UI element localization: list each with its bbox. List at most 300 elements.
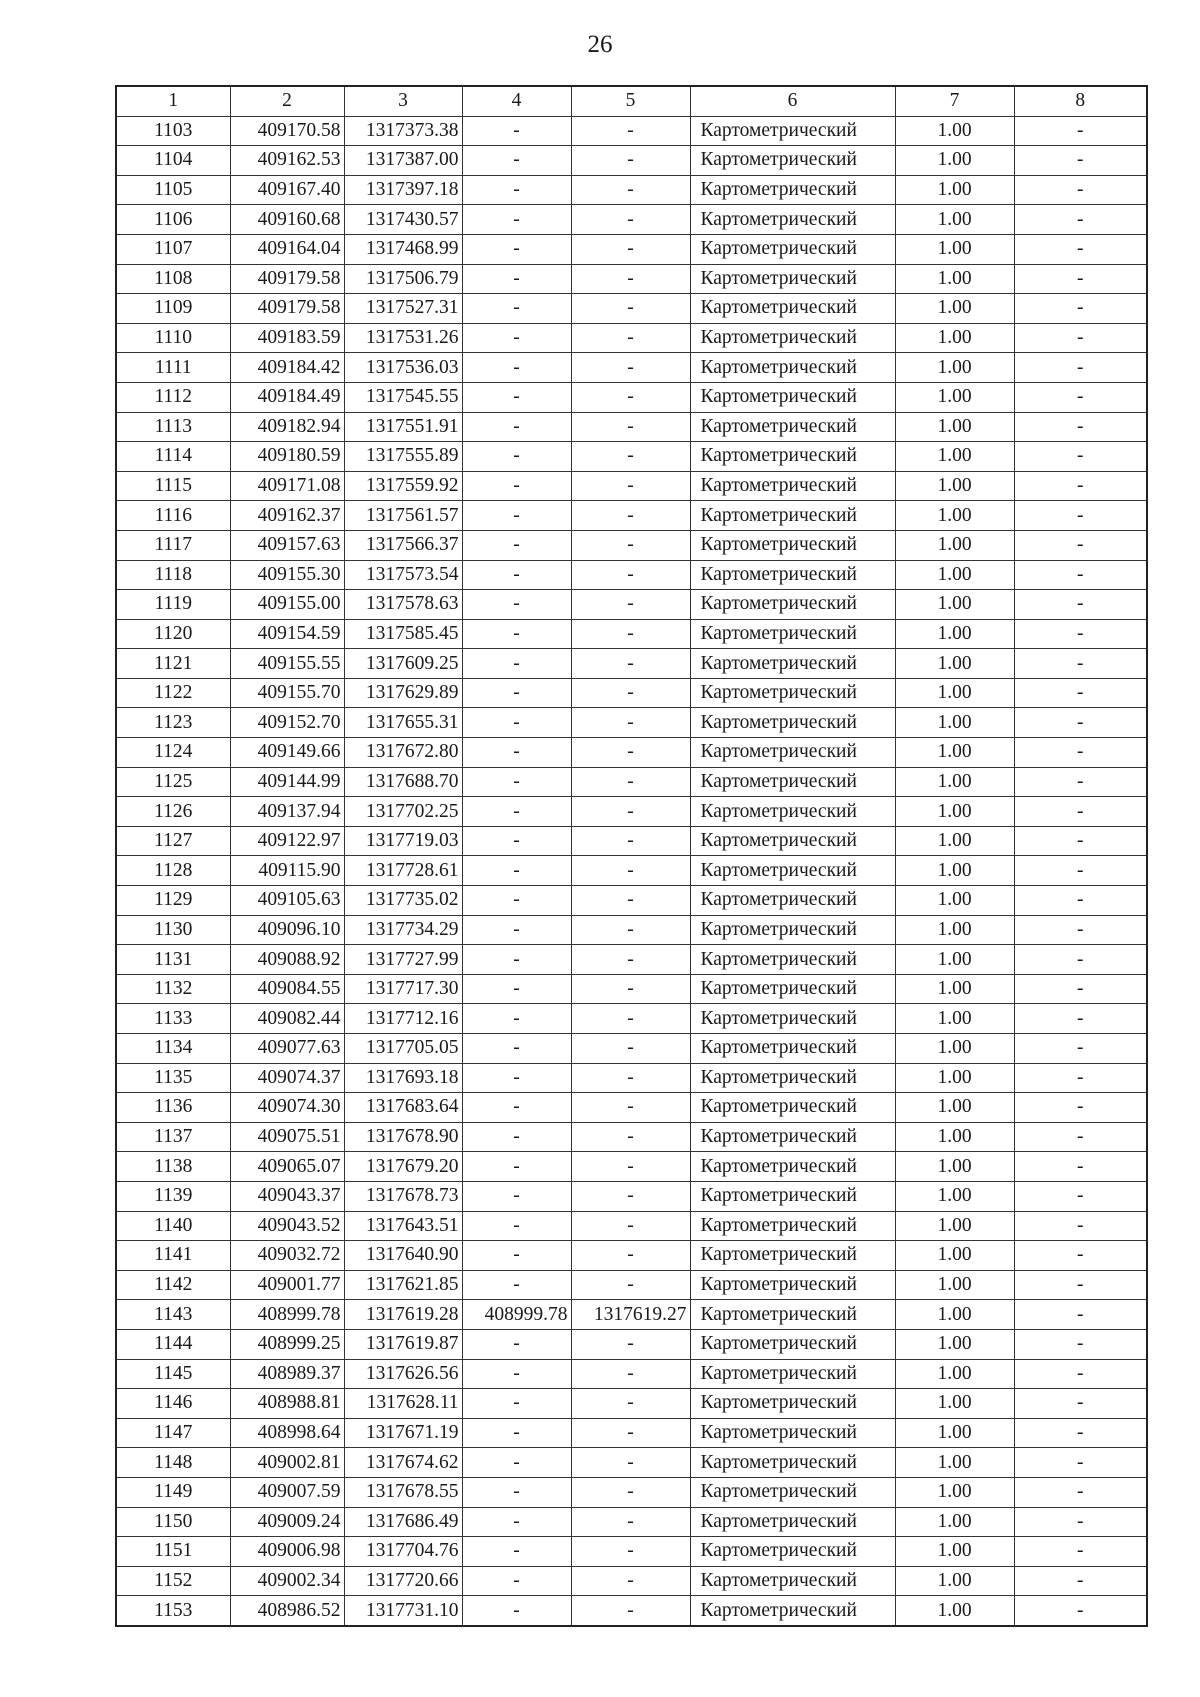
point-number-cell: 1152: [116, 1566, 230, 1596]
x-coordinate-cell: 409065.07: [230, 1152, 344, 1182]
y-coordinate-cell: 1317678.73: [344, 1181, 462, 1211]
y-coordinate-cell: 1317686.49: [344, 1507, 462, 1537]
x-old-cell: -: [462, 974, 571, 1004]
y-old-cell: -: [571, 797, 690, 827]
point-number-cell: 1129: [116, 886, 230, 916]
x-coordinate-cell: 409157.63: [230, 530, 344, 560]
y-coordinate-cell: 1317734.29: [344, 915, 462, 945]
point-number-cell: 1148: [116, 1448, 230, 1478]
x-coordinate-cell: 409002.81: [230, 1448, 344, 1478]
y-coordinate-cell: 1317619.87: [344, 1329, 462, 1359]
description-cell: -: [1014, 1004, 1147, 1034]
point-number-cell: 1108: [116, 264, 230, 294]
x-old-cell: -: [462, 1034, 571, 1064]
table-row: [116, 1063, 1147, 1093]
table-row: [116, 382, 1147, 412]
y-old-cell: -: [571, 1359, 690, 1389]
method-cell: Картометрический: [690, 1537, 895, 1567]
method-cell: Картометрический: [690, 1211, 895, 1241]
table-row: [116, 353, 1147, 383]
table-row: [116, 1389, 1147, 1419]
y-coordinate-cell: 1317545.55: [344, 382, 462, 412]
accuracy-cell: 1.00: [895, 738, 1014, 768]
y-old-cell: -: [571, 442, 690, 472]
y-coordinate-cell: 1317678.90: [344, 1122, 462, 1152]
accuracy-cell: 1.00: [895, 175, 1014, 205]
y-coordinate-cell: 1317566.37: [344, 530, 462, 560]
method-cell: Картометрический: [690, 1300, 895, 1330]
table-row: [116, 560, 1147, 590]
point-number-cell: 1137: [116, 1122, 230, 1152]
y-old-cell: -: [571, 1122, 690, 1152]
y-coordinate-cell: 1317629.89: [344, 678, 462, 708]
description-cell: -: [1014, 1300, 1147, 1330]
point-number-cell: 1103: [116, 116, 230, 146]
accuracy-cell: 1.00: [895, 767, 1014, 797]
point-number-cell: 1112: [116, 382, 230, 412]
accuracy-cell: 1.00: [895, 442, 1014, 472]
point-number-cell: 1146: [116, 1389, 230, 1419]
accuracy-cell: 1.00: [895, 797, 1014, 827]
x-coordinate-cell: 409155.00: [230, 590, 344, 620]
x-old-cell: -: [462, 1122, 571, 1152]
table-row: [116, 1004, 1147, 1034]
y-coordinate-cell: 1317640.90: [344, 1241, 462, 1271]
y-old-cell: -: [571, 1093, 690, 1123]
description-cell: -: [1014, 1566, 1147, 1596]
accuracy-cell: 1.00: [895, 915, 1014, 945]
accuracy-cell: 1.00: [895, 1241, 1014, 1271]
x-coordinate-cell: 409152.70: [230, 708, 344, 738]
description-cell: -: [1014, 708, 1147, 738]
x-old-cell: -: [462, 116, 571, 146]
y-coordinate-cell: 1317585.45: [344, 619, 462, 649]
accuracy-cell: 1.00: [895, 708, 1014, 738]
point-number-cell: 1134: [116, 1034, 230, 1064]
column-header: 4: [462, 86, 571, 116]
accuracy-cell: 1.00: [895, 826, 1014, 856]
accuracy-cell: 1.00: [895, 471, 1014, 501]
y-coordinate-cell: 1317468.99: [344, 234, 462, 264]
x-old-cell: -: [462, 1418, 571, 1448]
table-row: [116, 886, 1147, 916]
method-cell: Картометрический: [690, 530, 895, 560]
point-number-cell: 1140: [116, 1211, 230, 1241]
method-cell: Картометрический: [690, 856, 895, 886]
y-old-cell: -: [571, 678, 690, 708]
y-old-cell: -: [571, 1566, 690, 1596]
table-row: [116, 738, 1147, 768]
x-old-cell: -: [462, 560, 571, 590]
x-old-cell: -: [462, 886, 571, 916]
table-row: [116, 1270, 1147, 1300]
y-old-cell: -: [571, 1537, 690, 1567]
x-old-cell: -: [462, 1152, 571, 1182]
y-old-cell: -: [571, 234, 690, 264]
method-cell: Картометрический: [690, 323, 895, 353]
method-cell: Картометрический: [690, 1004, 895, 1034]
description-cell: -: [1014, 619, 1147, 649]
method-cell: Картометрический: [690, 175, 895, 205]
table-row: [116, 1152, 1147, 1182]
x-coordinate-cell: 408998.64: [230, 1418, 344, 1448]
y-old-cell: -: [571, 1329, 690, 1359]
description-cell: -: [1014, 1152, 1147, 1182]
description-cell: -: [1014, 767, 1147, 797]
method-cell: Картометрический: [690, 1448, 895, 1478]
column-header: 2: [230, 86, 344, 116]
y-old-cell: -: [571, 886, 690, 916]
accuracy-cell: 1.00: [895, 1270, 1014, 1300]
accuracy-cell: 1.00: [895, 1418, 1014, 1448]
x-coordinate-cell: 409170.58: [230, 116, 344, 146]
description-cell: -: [1014, 974, 1147, 1004]
accuracy-cell: 1.00: [895, 1477, 1014, 1507]
table-row: [116, 1596, 1147, 1626]
y-old-cell: -: [571, 412, 690, 442]
method-cell: Картометрический: [690, 1359, 895, 1389]
description-cell: -: [1014, 530, 1147, 560]
x-coordinate-cell: 409009.24: [230, 1507, 344, 1537]
y-coordinate-cell: 1317735.02: [344, 886, 462, 916]
y-old-cell: -: [571, 530, 690, 560]
accuracy-cell: 1.00: [895, 1300, 1014, 1330]
x-coordinate-cell: 409043.52: [230, 1211, 344, 1241]
description-cell: -: [1014, 856, 1147, 886]
x-old-cell: -: [462, 1270, 571, 1300]
point-number-cell: 1122: [116, 678, 230, 708]
description-cell: -: [1014, 826, 1147, 856]
description-cell: -: [1014, 1329, 1147, 1359]
table-row: [116, 146, 1147, 176]
x-old-cell: -: [462, 412, 571, 442]
table-row: [116, 856, 1147, 886]
table-row: [116, 915, 1147, 945]
y-old-cell: -: [571, 915, 690, 945]
description-cell: -: [1014, 886, 1147, 916]
accuracy-cell: 1.00: [895, 560, 1014, 590]
x-coordinate-cell: 409077.63: [230, 1034, 344, 1064]
method-cell: Картометрический: [690, 382, 895, 412]
y-old-cell: -: [571, 1034, 690, 1064]
point-number-cell: 1139: [116, 1181, 230, 1211]
accuracy-cell: 1.00: [895, 353, 1014, 383]
accuracy-cell: 1.00: [895, 1181, 1014, 1211]
x-coordinate-cell: 409105.63: [230, 886, 344, 916]
point-number-cell: 1125: [116, 767, 230, 797]
x-old-cell: -: [462, 708, 571, 738]
x-old-cell: -: [462, 915, 571, 945]
description-cell: -: [1014, 797, 1147, 827]
x-old-cell: -: [462, 1329, 571, 1359]
y-old-cell: -: [571, 974, 690, 1004]
y-old-cell: -: [571, 1270, 690, 1300]
method-cell: Картометрический: [690, 649, 895, 679]
y-old-cell: -: [571, 767, 690, 797]
x-old-cell: -: [462, 1359, 571, 1389]
table-row: [116, 826, 1147, 856]
y-old-cell: -: [571, 1477, 690, 1507]
description-cell: -: [1014, 501, 1147, 531]
description-cell: -: [1014, 116, 1147, 146]
description-cell: -: [1014, 412, 1147, 442]
x-coordinate-cell: 409032.72: [230, 1241, 344, 1271]
description-cell: -: [1014, 1063, 1147, 1093]
table-row: [116, 323, 1147, 353]
description-cell: -: [1014, 1122, 1147, 1152]
accuracy-cell: 1.00: [895, 1093, 1014, 1123]
table-row: [116, 1359, 1147, 1389]
y-old-cell: -: [571, 738, 690, 768]
y-coordinate-cell: 1317678.55: [344, 1477, 462, 1507]
y-coordinate-cell: 1317727.99: [344, 945, 462, 975]
y-old-cell: -: [571, 649, 690, 679]
point-number-cell: 1150: [116, 1507, 230, 1537]
table-row: [116, 1448, 1147, 1478]
point-number-cell: 1130: [116, 915, 230, 945]
x-coordinate-cell: 409162.37: [230, 501, 344, 531]
x-old-cell: -: [462, 1389, 571, 1419]
x-coordinate-cell: 409002.34: [230, 1566, 344, 1596]
accuracy-cell: 1.00: [895, 1507, 1014, 1537]
accuracy-cell: 1.00: [895, 1448, 1014, 1478]
method-cell: Картометрический: [690, 234, 895, 264]
y-old-cell: -: [571, 1596, 690, 1626]
y-old-cell: -: [571, 856, 690, 886]
description-cell: -: [1014, 1389, 1147, 1419]
point-number-cell: 1114: [116, 442, 230, 472]
y-old-cell: -: [571, 353, 690, 383]
x-old-cell: -: [462, 353, 571, 383]
y-coordinate-cell: 1317373.38: [344, 116, 462, 146]
point-number-cell: 1143: [116, 1300, 230, 1330]
point-number-cell: 1145: [116, 1359, 230, 1389]
y-old-cell: -: [571, 590, 690, 620]
x-coordinate-cell: 408999.78: [230, 1300, 344, 1330]
x-coordinate-cell: 409155.55: [230, 649, 344, 679]
point-number-cell: 1115: [116, 471, 230, 501]
point-number-cell: 1138: [116, 1152, 230, 1182]
description-cell: -: [1014, 560, 1147, 590]
y-old-cell: -: [571, 1152, 690, 1182]
description-cell: -: [1014, 146, 1147, 176]
method-cell: Картометрический: [690, 1566, 895, 1596]
y-coordinate-cell: 1317731.10: [344, 1596, 462, 1626]
x-old-cell: -: [462, 501, 571, 531]
accuracy-cell: 1.00: [895, 678, 1014, 708]
point-number-cell: 1132: [116, 974, 230, 1004]
y-coordinate-cell: 1317643.51: [344, 1211, 462, 1241]
x-coordinate-cell: 409171.08: [230, 471, 344, 501]
x-old-cell: -: [462, 264, 571, 294]
y-coordinate-cell: 1317717.30: [344, 974, 462, 1004]
y-coordinate-cell: 1317561.57: [344, 501, 462, 531]
description-cell: -: [1014, 205, 1147, 235]
x-old-cell: 408999.78: [462, 1300, 571, 1330]
point-number-cell: 1144: [116, 1329, 230, 1359]
y-coordinate-cell: 1317573.54: [344, 560, 462, 590]
header-row: [116, 86, 1147, 116]
x-coordinate-cell: 409160.68: [230, 205, 344, 235]
x-coordinate-cell: 409179.58: [230, 264, 344, 294]
accuracy-cell: 1.00: [895, 1359, 1014, 1389]
x-old-cell: -: [462, 205, 571, 235]
y-old-cell: -: [571, 471, 690, 501]
description-cell: -: [1014, 1448, 1147, 1478]
x-coordinate-cell: 409074.37: [230, 1063, 344, 1093]
description-cell: -: [1014, 234, 1147, 264]
table-row: [116, 116, 1147, 146]
method-cell: Картометрический: [690, 294, 895, 324]
method-cell: Картометрический: [690, 619, 895, 649]
method-cell: Картометрический: [690, 442, 895, 472]
point-number-cell: 1121: [116, 649, 230, 679]
x-old-cell: -: [462, 590, 571, 620]
table-row: [116, 1181, 1147, 1211]
x-old-cell: -: [462, 1004, 571, 1034]
x-coordinate-cell: 409084.55: [230, 974, 344, 1004]
x-old-cell: -: [462, 234, 571, 264]
method-cell: Картометрический: [690, 146, 895, 176]
accuracy-cell: 1.00: [895, 264, 1014, 294]
point-number-cell: 1107: [116, 234, 230, 264]
accuracy-cell: 1.00: [895, 205, 1014, 235]
x-coordinate-cell: 409179.58: [230, 294, 344, 324]
point-number-cell: 1110: [116, 323, 230, 353]
x-old-cell: -: [462, 1448, 571, 1478]
accuracy-cell: 1.00: [895, 382, 1014, 412]
y-coordinate-cell: 1317705.05: [344, 1034, 462, 1064]
y-old-cell: -: [571, 1004, 690, 1034]
method-cell: Картометрический: [690, 945, 895, 975]
point-number-cell: 1153: [116, 1596, 230, 1626]
point-number-cell: 1116: [116, 501, 230, 531]
y-old-cell: -: [571, 1181, 690, 1211]
description-cell: -: [1014, 294, 1147, 324]
point-number-cell: 1104: [116, 146, 230, 176]
accuracy-cell: 1.00: [895, 294, 1014, 324]
point-number-cell: 1142: [116, 1270, 230, 1300]
y-old-cell: -: [571, 146, 690, 176]
point-number-cell: 1123: [116, 708, 230, 738]
accuracy-cell: 1.00: [895, 501, 1014, 531]
method-cell: Картометрический: [690, 412, 895, 442]
x-coordinate-cell: 408989.37: [230, 1359, 344, 1389]
y-old-cell: -: [571, 501, 690, 531]
y-old-cell: -: [571, 1389, 690, 1419]
description-cell: -: [1014, 1596, 1147, 1626]
accuracy-cell: 1.00: [895, 234, 1014, 264]
accuracy-cell: 1.00: [895, 974, 1014, 1004]
y-coordinate-cell: 1317728.61: [344, 856, 462, 886]
accuracy-cell: 1.00: [895, 116, 1014, 146]
y-coordinate-cell: 1317555.89: [344, 442, 462, 472]
description-cell: -: [1014, 1093, 1147, 1123]
method-cell: Картометрический: [690, 1477, 895, 1507]
accuracy-cell: 1.00: [895, 590, 1014, 620]
table-row: [116, 175, 1147, 205]
description-cell: -: [1014, 1359, 1147, 1389]
x-coordinate-cell: 409043.37: [230, 1181, 344, 1211]
x-old-cell: -: [462, 678, 571, 708]
x-old-cell: -: [462, 1507, 571, 1537]
x-coordinate-cell: 409115.90: [230, 856, 344, 886]
table-row: [116, 1418, 1147, 1448]
y-old-cell: -: [571, 708, 690, 738]
x-coordinate-cell: 409162.53: [230, 146, 344, 176]
table-row: [116, 442, 1147, 472]
y-coordinate-cell: 1317628.11: [344, 1389, 462, 1419]
method-cell: Картометрический: [690, 678, 895, 708]
method-cell: Картометрический: [690, 590, 895, 620]
table-row: [116, 471, 1147, 501]
table-row: [116, 945, 1147, 975]
y-coordinate-cell: 1317536.03: [344, 353, 462, 383]
x-coordinate-cell: 409074.30: [230, 1093, 344, 1123]
y-coordinate-cell: 1317688.70: [344, 767, 462, 797]
y-old-cell: -: [571, 1418, 690, 1448]
description-cell: -: [1014, 649, 1147, 679]
y-coordinate-cell: 1317527.31: [344, 294, 462, 324]
x-old-cell: -: [462, 738, 571, 768]
point-number-cell: 1120: [116, 619, 230, 649]
description-cell: -: [1014, 945, 1147, 975]
accuracy-cell: 1.00: [895, 856, 1014, 886]
x-old-cell: -: [462, 1596, 571, 1626]
table-header: [116, 86, 1147, 116]
point-number-cell: 1128: [116, 856, 230, 886]
y-old-cell: -: [571, 382, 690, 412]
accuracy-cell: 1.00: [895, 886, 1014, 916]
y-old-cell: -: [571, 1448, 690, 1478]
x-coordinate-cell: 409154.59: [230, 619, 344, 649]
description-cell: -: [1014, 175, 1147, 205]
y-coordinate-cell: 1317704.76: [344, 1537, 462, 1567]
description-cell: -: [1014, 471, 1147, 501]
method-cell: Картометрический: [690, 1596, 895, 1626]
description-cell: -: [1014, 1507, 1147, 1537]
y-old-cell: -: [571, 205, 690, 235]
accuracy-cell: 1.00: [895, 146, 1014, 176]
x-old-cell: -: [462, 797, 571, 827]
accuracy-cell: 1.00: [895, 1329, 1014, 1359]
y-coordinate-cell: 1317578.63: [344, 590, 462, 620]
y-coordinate-cell: 1317626.56: [344, 1359, 462, 1389]
table-body: [116, 116, 1147, 1626]
description-cell: -: [1014, 1211, 1147, 1241]
point-number-cell: 1147: [116, 1418, 230, 1448]
x-coordinate-cell: 409184.49: [230, 382, 344, 412]
table-row: [116, 767, 1147, 797]
y-old-cell: -: [571, 1063, 690, 1093]
table-row: [116, 1507, 1147, 1537]
method-cell: Картометрический: [690, 797, 895, 827]
y-old-cell: -: [571, 1211, 690, 1241]
method-cell: Картометрический: [690, 826, 895, 856]
x-coordinate-cell: 409180.59: [230, 442, 344, 472]
point-number-cell: 1151: [116, 1537, 230, 1567]
method-cell: Картометрический: [690, 1241, 895, 1271]
point-number-cell: 1136: [116, 1093, 230, 1123]
method-cell: Картометрический: [690, 974, 895, 1004]
accuracy-cell: 1.00: [895, 1537, 1014, 1567]
y-old-cell: -: [571, 619, 690, 649]
method-cell: Картометрический: [690, 1152, 895, 1182]
method-cell: Картометрический: [690, 1093, 895, 1123]
method-cell: Картометрический: [690, 1063, 895, 1093]
column-header: 7: [895, 86, 1014, 116]
method-cell: Картометрический: [690, 1034, 895, 1064]
